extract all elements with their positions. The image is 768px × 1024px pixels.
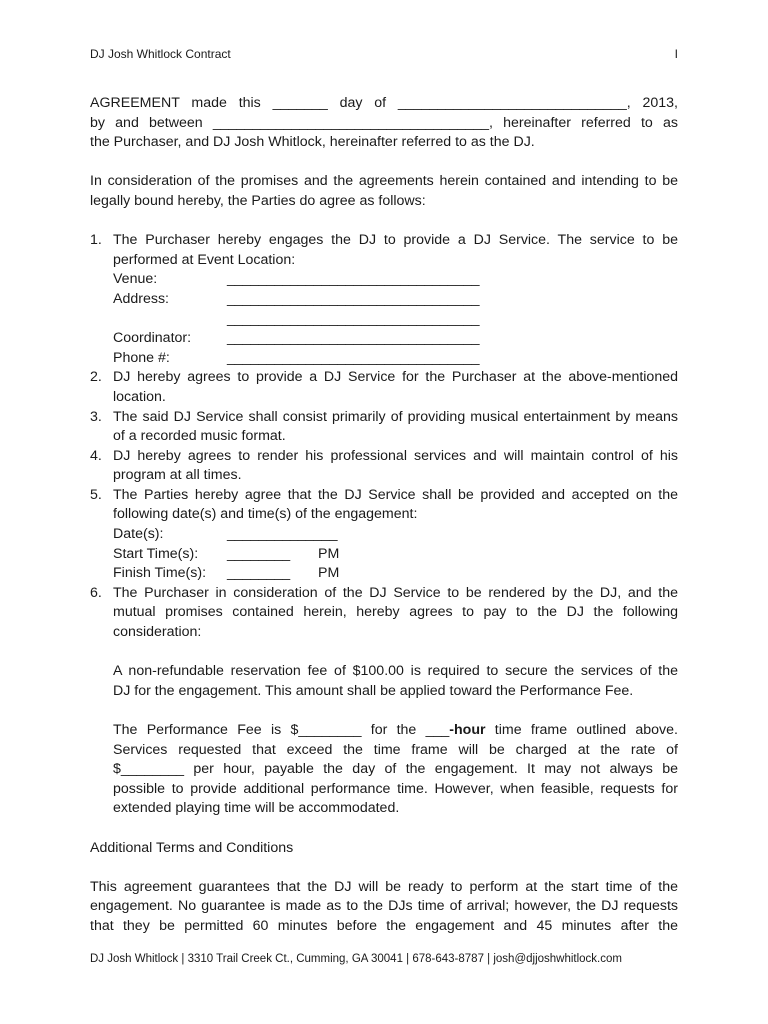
page-number: I [674,47,678,61]
additional-terms-heading: Additional Terms and Conditions [90,839,294,856]
intro-line-2: by and between ___________________________________, hereinafter referred to as [90,114,678,131]
finish-time-field: Finish Time(s): ________ PM [113,565,340,582]
list-item: 1. The Purchaser hereby engages the DJ to provide a DJ Service. The service to be performed at Event Location: Venue: ________________________________ Address: ________________________________ ________________________________ Coordinator: ________________________________ Phone #: ________________________________ [90,231,678,368]
list-item: 6. The Purchaser in consideration of the DJ Service to be rendered by the DJ, and the mutual promises contained herein, hereby agrees to pay to the DJ the following consideration: A non-refundable reservation fee of $100.00 is required to secure the services of the DJ for the engagement. This amount shall be applied toward the Performance Fee. The Performance Fee is $________ for the ___-hour time frame outlined above. Services requested that exceed the time frame will be charged at the rate of $________ per hour, payable the day of the engagement. It may not always be possible to provide additional performance time. However, when feasible, requests for extended playing time will be accommodated. [90,584,678,817]
address-field: Address: ________________________________ [113,290,480,307]
list-item: 3. The said DJ Service shall consist primarily of providing musical entertainment by means of a recorded music format. [90,408,678,445]
venue-field: Venue: ________________________________ [113,271,480,288]
performance-fee-text: The Performance Fee is $________ for the ___-hour time frame outlined above. [113,722,678,738]
intro-line-1: AGREEMENT made this _______ day of _____________________________, 2013, [90,95,678,111]
coordinator-field: Coordinator: ________________________________ [113,330,480,347]
list-item: 5. The Parties hereby agree that the DJ Service shall be provided and accepted on the following date(s) and time(s) of the engagement: Date(s): ______________ Start Time(s): ________ PM Finish Time(s): ________ PM [90,486,678,584]
list-item: 2. DJ hereby agrees to provide a DJ Service for the Purchaser at the above-mentioned location. [90,369,678,405]
header-title: DJ Josh Whitlock Contract [90,47,231,61]
page-footer: DJ Josh Whitlock | 3310 Trail Creek Ct., Cumming, GA 30041 | 678-643-8787 | josh@djjoshwhitlock.com [90,953,622,965]
phone-field: Phone #: ________________________________ [113,349,480,366]
reservation-fee-text: A non-refundable reservation fee of $100.00 is required to secure the services of the [113,663,678,680]
intro-line-3: the Purchaser, and DJ Josh Whitlock, hereinafter referred to as the DJ. [90,134,535,151]
dates-field: Date(s): ______________ [113,526,338,543]
consideration-line-2: legally bound hereby, the Parties do agree as follows: [90,192,426,209]
address-field-2: ________________________________ [227,310,480,327]
start-time-field: Start Time(s): ________ PM [113,545,340,562]
page-header [90,47,678,61]
consideration-line-1: In consideration of the promises and the agreements herein contained and intending to be [90,173,678,190]
contract-body: AGREEMENT made this _______ day of _____________________________, 2013, by and between ___________________________________, hereinafter referred to as the Purchaser, and DJ Josh Whitlock, hereinafter referred to as the DJ. In consideration of the promises and the agreements herein contained and intending to be legally bound hereby, the Parties do agree as follows: 1. The Purchaser hereby engages the DJ to provide a DJ Service. The service to be performed at Event Location: Venue: ________________________________ Address: ________________________________ ________________________________ Coordinator: ________________________________ Phone #: ________________________________ 2. DJ hereby agrees to provide a DJ Service for the Purchaser at the above-mentioned location. 3. The said DJ Service shall consist primarily of providing musical entertainment by means of a recorded music format. 4. DJ hereby agrees to render his professional services and will maintain control of his program at all times. 5. The Parties hereby agree that the DJ Service shall be provided and accepted on the following date(s) and time(s) of the engagement: Date(s): ______________ Start Time(s): ________ PM Finish Time(s): ________ PM 6. The Purchaser in consideration of the DJ Service to be rendered by the DJ, and the mutual promises contained herein, hereby agrees to pay to the DJ the following consideration: A non-refundable reservation fee of $100.00 is required to secure the services of the DJ for the engagement. This amount shall be applied toward the Performance Fee. The Performance Fee is $________ for the ___-hour time frame outlined above. Services requested that exceed the time frame will be charged at the rate of $________ per hour, payable the day of the engagement. It may not always be possible to provide additional performance time. However, when feasible, requests for extended playing time will be accommodated. Additional Terms and Conditions This agreement guarantees that the DJ will be ready to perform at the start time of the engagement. No guarantee is made as to the DJs time of arrival; however, the DJ requests that they be permitted 60 minutes before the engagement and 45 minutes after the [90,95,678,934]
list-item: 4. DJ hereby agrees to render his professional services and will maintain control of his program at all times. [90,447,678,484]
